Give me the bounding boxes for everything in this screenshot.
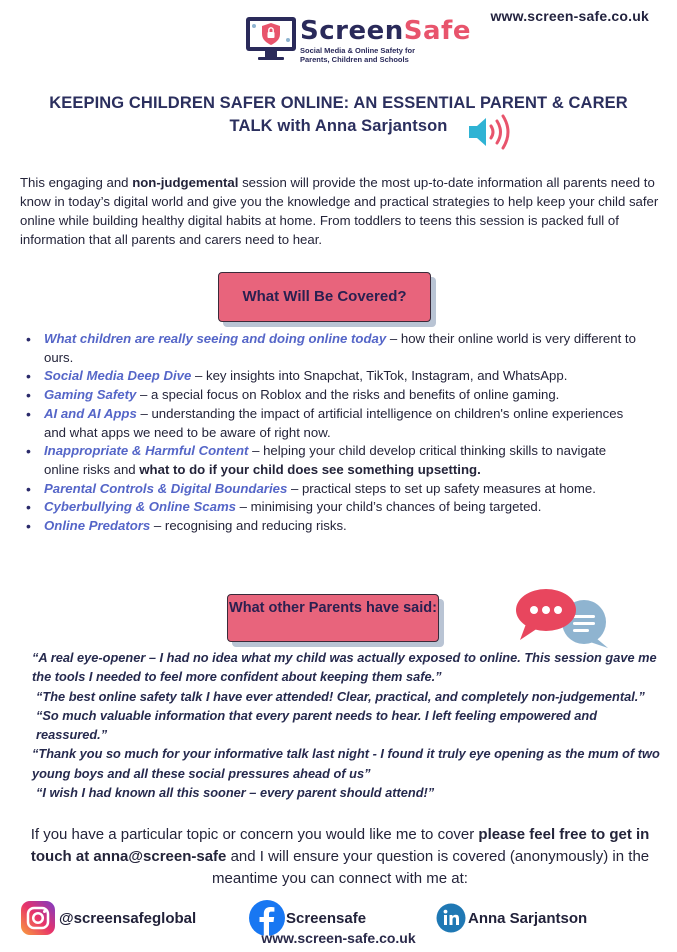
topic-title: What children are really seeing and doing online today xyxy=(44,331,387,346)
linkedin-name: Anna Sarjantson xyxy=(468,909,588,927)
testimonial-quote: “A real eye-opener – I had no idea what my child was actually exposed to online. This session gave me the tools I needed to feel more confident about keeping them safe.” xyxy=(32,650,657,685)
topic-bold: what to do if your child does see something upsetting. xyxy=(139,461,481,477)
list-item xyxy=(22,367,642,386)
list-item xyxy=(22,517,642,536)
chat-bubbles-icon xyxy=(512,586,612,650)
website-url-top[interactable]: www.screen-safe.co.uk xyxy=(490,8,649,24)
list-item xyxy=(22,442,642,479)
topic-title: Gaming Safety xyxy=(44,387,137,403)
intro-bold: non-judgemental xyxy=(132,175,239,190)
topic-text: – understanding the impact of artificial intelligence on children's online experiences and what apps we need to be aware of right now. xyxy=(44,405,624,440)
contact-text-2: and I will ensure your question is covered (anonymously) in the meantime you can connect with me at: xyxy=(212,848,650,887)
topic-text: – how their online world is very different to ours. xyxy=(44,331,636,365)
list-item xyxy=(22,480,642,499)
list-item xyxy=(22,498,642,517)
testimonial-quote: “The best online safety talk I have ever attended! Clear, practical, and completely non-judgemental.” xyxy=(36,688,645,704)
intro-text-2: session will provide the most up-to-date information all parents need to know in today’s digital world and give you the knowledge and practical strategies to help keep your child safer online while building healthy digital habits at home. From toddlers to teens this session is packed full of information that all parents and carers need to hear. xyxy=(20,175,659,247)
topic-title: Social Media Deep Dive xyxy=(44,368,192,384)
contact-bold: please feel free to get in touch at anna@screen-safe xyxy=(30,826,650,865)
page-title-line2-text: TALK with Anna Sarjantson xyxy=(229,117,448,135)
logo-name xyxy=(300,16,471,46)
topic-text: – key insights into Snapchat, TikTok, Instagram, and WhatsApp. xyxy=(191,368,568,384)
testimonial-quote: “Thank you so much for your informative talk last night - I found it truly eye opening as the mum of two young boys and all these social pressures ahead of us” xyxy=(32,746,660,781)
facebook-name: Screensafe xyxy=(286,909,367,927)
topics-list xyxy=(22,330,642,536)
testimonial-quote: “I wish I had known all this sooner – every parent should attend!” xyxy=(36,785,435,801)
logo xyxy=(244,14,300,64)
parents-heading: What other Parents have said: xyxy=(227,594,439,642)
contact-paragraph xyxy=(20,824,660,890)
topic-title: Cyberbullying & Online Scams xyxy=(44,499,236,515)
page-title-line2 xyxy=(0,115,677,138)
page-title-line1: KEEPING CHILDREN SAFER ONLINE: AN ESSENTIAL PARENT & CARER xyxy=(49,94,628,112)
testimonial-quote: “So much valuable information that every parent needs to hear. I left feeling empowered and reassured.” xyxy=(36,707,598,743)
contact-text-1: If you have a particular topic or concern you would like me to cover xyxy=(30,826,479,843)
logo-name-screen: Screen xyxy=(300,16,404,46)
page-title xyxy=(0,92,677,138)
speaker-icon xyxy=(466,112,514,152)
topic-title: Inappropriate & Harmful Content xyxy=(44,443,249,459)
topic-text: – recognising and reducing risks. xyxy=(150,518,347,534)
logo-tagline: Social Media & Online Safety for Parents, Children and Schools xyxy=(300,46,416,64)
monitor-shield-icon xyxy=(244,14,300,64)
topic-text: – practical steps to set up safety measures at home. xyxy=(287,480,596,496)
list-item xyxy=(22,330,642,367)
intro-text-1: This engaging and xyxy=(20,175,133,190)
intro-paragraph xyxy=(20,173,660,249)
testimonials xyxy=(32,648,661,802)
covered-heading: What Will Be Covered? xyxy=(218,272,431,322)
topic-title: AI and AI Apps xyxy=(44,405,137,421)
list-item xyxy=(22,405,642,442)
logo-name-safe: Safe xyxy=(403,16,471,46)
topic-text: – a special focus on Roblox and the risks and benefits of online gaming. xyxy=(136,387,560,403)
website-url-bottom[interactable]: www.screen-safe.co.uk xyxy=(261,930,416,946)
instagram-handle: @screensafeglobal xyxy=(59,909,197,927)
list-item xyxy=(22,386,642,405)
topic-title: Online Predators xyxy=(44,518,151,534)
topic-text: – helping your child develop critical thinking skills to navigate online risks and xyxy=(44,443,607,477)
linkedin-icon xyxy=(436,903,466,933)
topic-title: Parental Controls & Digital Boundaries xyxy=(44,480,288,496)
topic-text: – minimising your child’s chances of being targeted. xyxy=(236,499,542,515)
